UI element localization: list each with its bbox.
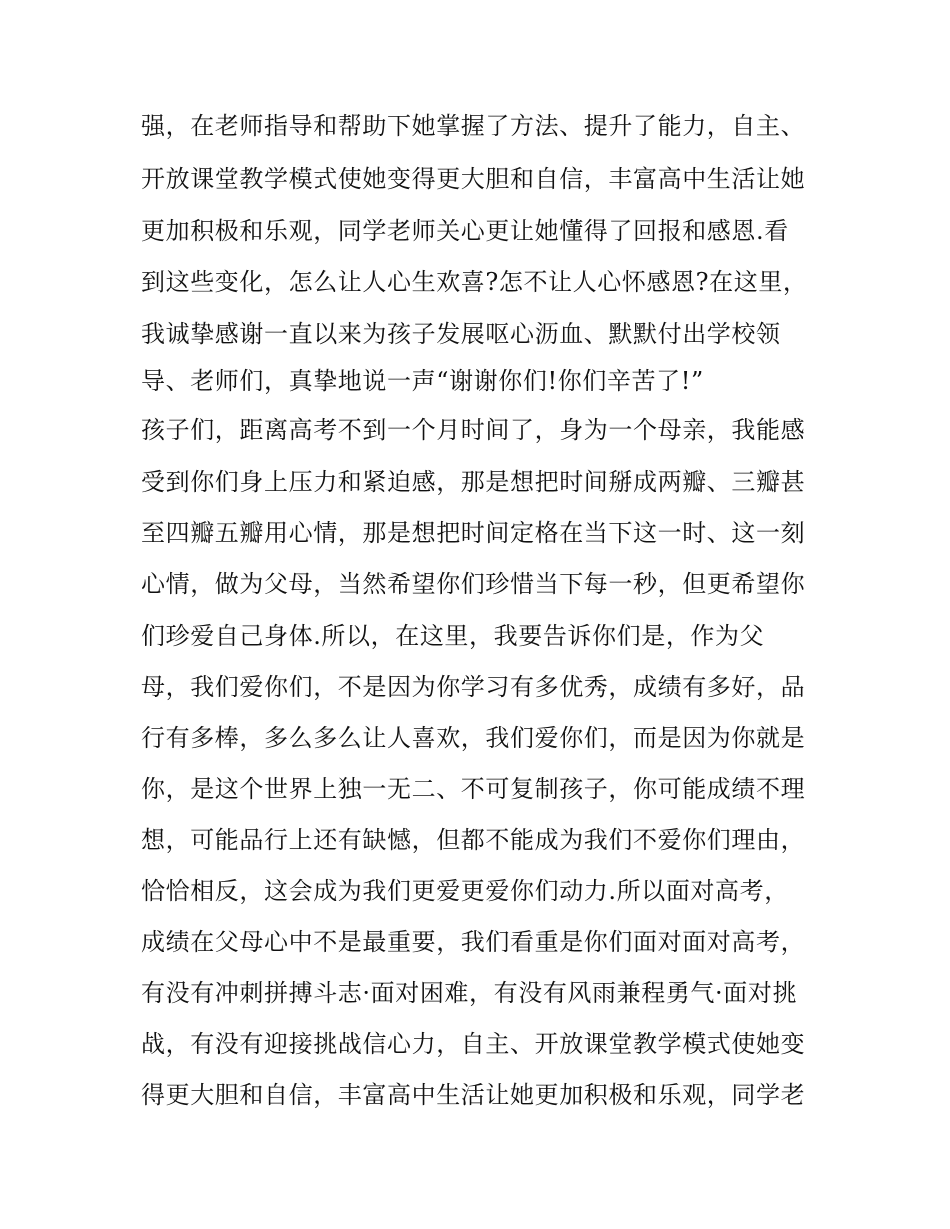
text-line: 成绩在父母心中不是最重要，我们看重是你们面对面对高考， (141, 928, 806, 956)
text-line: 强，在老师指导和帮助下她掌握了方法、提升了能力，自主、 (141, 112, 806, 140)
text-line: 得更大胆和自信，丰富高中生活让她更加积极和乐观，同学老 (141, 1081, 806, 1109)
text-line: 心情，做为父母，当然希望你们珍惜当下每一秒，但更希望你 (141, 570, 806, 598)
text-line: 孩子们，距离高考不到一个月时间了，身为一个母亲，我能感 (141, 416, 806, 444)
text-line: 行有多棒，多么多么让人喜欢，我们爱你们，而是因为你就是 (141, 724, 806, 752)
text-line: 战，有没有迎接挑战信心力，自主、开放课堂教学模式使她变 (141, 1030, 806, 1058)
text-line: 开放课堂教学模式使她变得更大胆和自信，丰富高中生活让她 (141, 165, 806, 193)
text-line: 导、老师们，真挚地说一声“谢谢你们!你们辛苦了!” (141, 367, 704, 395)
text-line: 有没有冲刺拼搏斗志·面对困难，有没有风雨兼程勇气·面对挑 (141, 979, 798, 1007)
text-line: 母，我们爱你们，不是因为你学习有多优秀，成绩有多好，品 (141, 673, 806, 701)
text-line: 恰恰相反，这会成为我们更爱更爱你们动力.所以面对高考， (141, 877, 789, 905)
text-line: 更加积极和乐观，同学老师关心更让她懂得了回报和感恩.看 (141, 217, 789, 245)
text-line: 你，是这个世界上独一无二、不可复制孩子，你可能成绩不理 (141, 775, 806, 803)
text-line: 们珍爱自己身体.所以，在这里，我要告诉你们是，作为父 (141, 622, 765, 650)
text-line: 我诚挚感谢一直以来为孩子发展呕心沥血、默默付出学校领 (141, 320, 781, 348)
text-line: 至四瓣五瓣用心情，那是想把时间定格在当下这一时、这一刻 (141, 519, 806, 547)
text-line: 受到你们身上压力和紧迫感，那是想把时间掰成两瓣、三瓣甚 (141, 468, 806, 496)
text-line: 想，可能品行上还有缺憾，但都不能成为我们不爱你们理由， (141, 826, 806, 854)
text-line: 到这些变化，怎么让人心生欢喜?怎不让人心怀感恩?在这里， (141, 268, 808, 296)
